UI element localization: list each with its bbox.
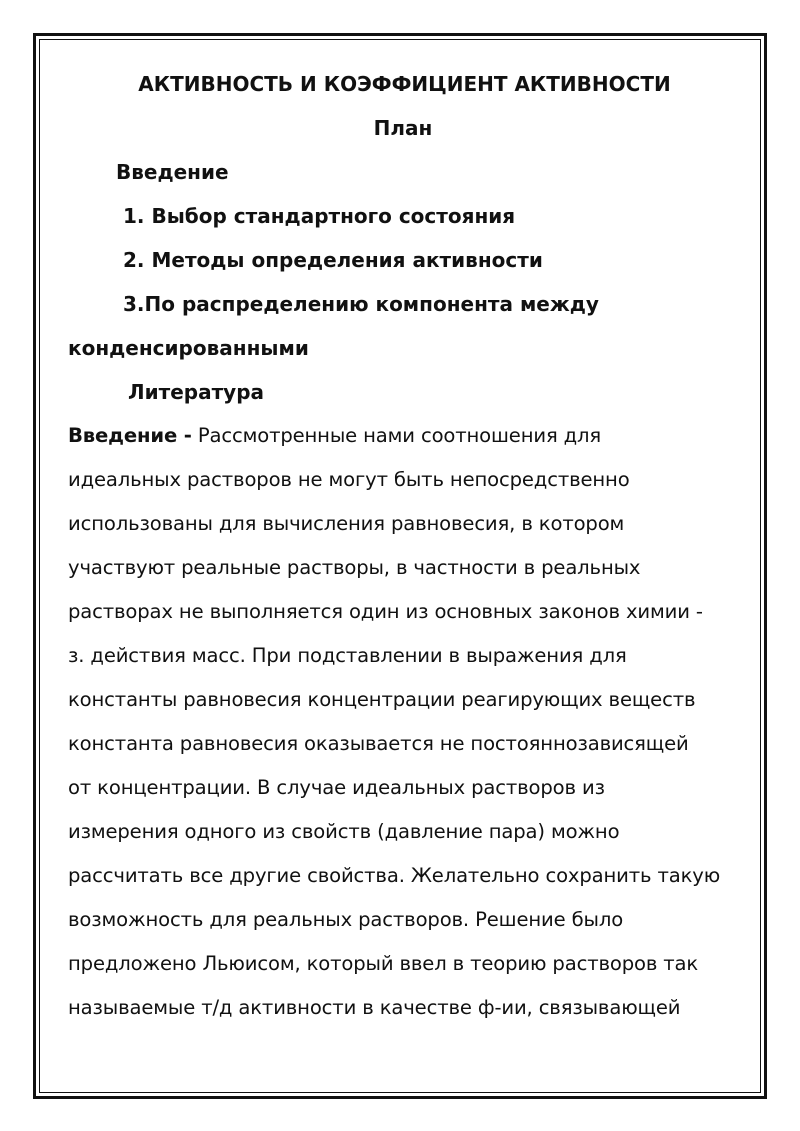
- body-line-5: з. действия масс. При подставлении в выражения для: [68, 644, 627, 667]
- body-line-3: участвуют реальные растворы, в частности в реальных: [68, 556, 641, 579]
- body-line-8: от концентрации. В случае идеальных растворов из: [68, 776, 605, 799]
- document-title: АКТИВНОСТЬ И КОЭФФИЦИЕНТ АКТИВНОСТИ: [138, 72, 671, 96]
- body-line-4: растворах не выполняется один из основных законов химии -: [68, 600, 703, 623]
- plan-item-3-continuation: конденсированными: [68, 336, 309, 360]
- plan-item-2: 2. Методы определения активности: [123, 248, 543, 272]
- intro-paragraph-first-line: [68, 414, 738, 458]
- body-line-6: константы равновесия концентрации реагирующих веществ: [68, 688, 696, 711]
- plan-item-3: 3.По распределению компонента между: [123, 292, 599, 316]
- plan-literature: Литература: [128, 380, 265, 404]
- body-line-1: идеальных растворов не могут быть непосредственно: [68, 468, 630, 491]
- body-line-11: возможность для реальных растворов. Решение было: [68, 908, 624, 931]
- plan-item-1: 1. Выбор стандартного состояния: [123, 204, 516, 228]
- intro-label: Введение -: [68, 424, 192, 447]
- intro-first-line-text: Рассмотренные нами соотношения для: [191, 424, 602, 447]
- body-line-12: предложено Льюисом, который ввел в теорию растворов так: [68, 952, 699, 975]
- document-body: [68, 62, 738, 1030]
- body-line-9: измерения одного из свойств (давление пара) можно: [68, 820, 620, 843]
- plan-intro: Введение: [116, 160, 229, 184]
- plan-heading: План: [373, 116, 433, 140]
- body-line-2: использованы для вычисления равновесия, в котором: [68, 512, 625, 535]
- body-line-7: константа равновесия оказывается не постояннозависящей: [68, 732, 689, 755]
- body-line-13: называемые т/д активности в качестве ф-ии, связывающей: [68, 996, 681, 1019]
- body-line-10: рассчитать все другие свойства. Желательно сохранить такую: [68, 864, 721, 887]
